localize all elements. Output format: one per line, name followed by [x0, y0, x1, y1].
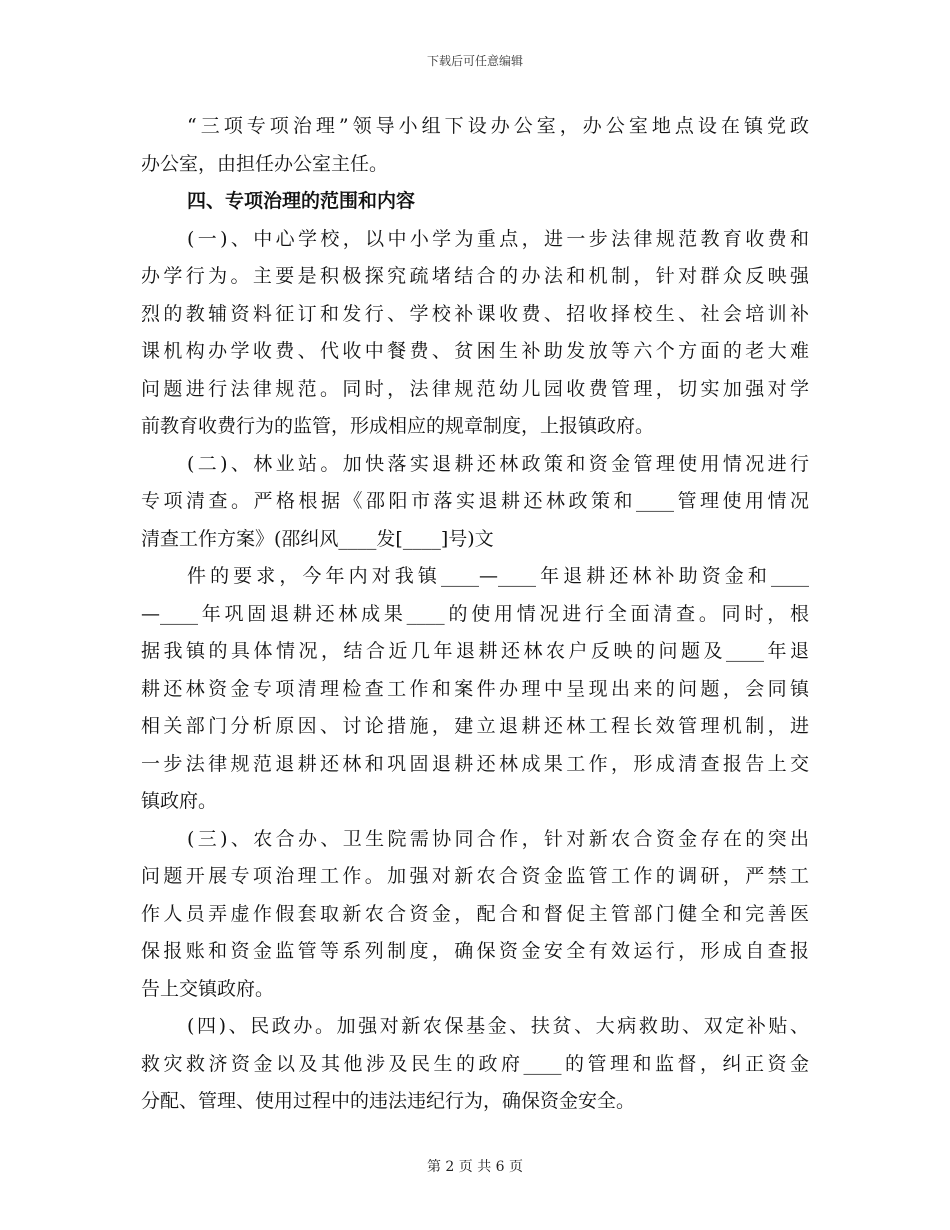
- text-line: —____年巩固退耕还林成果____的使用情况进行全面清查。同时，根: [141, 602, 809, 625]
- text-line: 办学行为。主要是积极探究疏堵结合的办法和机制，针对群众反映强: [141, 265, 809, 287]
- text-line: (二)、林业站。加快落实退耕还林政策和资金管理使用情况进行: [187, 452, 809, 475]
- text-line: 清查工作方案》(邵纠风____发[____]号)文: [141, 527, 494, 550]
- text-line: (四)、民政办。加强对新农保基金、扶贫、大病救助、双定补贴、: [187, 1015, 809, 1037]
- page-number-footer: 第 2 页 共 6 页: [426, 1159, 524, 1175]
- text-line: 件的要求，今年内对我镇____—____年退耕还林补助资金和____: [187, 565, 809, 587]
- text-line: 前教育收费行为的监管，形成相应的规章制度，上报镇政府。: [141, 415, 655, 437]
- text-line: 保报账和资金监管等系列制度，确保资金安全有效运行，形成自查报: [141, 940, 809, 962]
- text-line: 救灾救济资金以及其他涉及民生的政府____的管理和监督，纠正资金: [141, 1052, 809, 1075]
- text-line: 相关部门分析原因、讨论措施，建立退耕还林工程长效管理机制，进: [141, 715, 809, 737]
- document-body: [141, 108, 809, 1121]
- text-line: 办公室，由担任办公室主任。: [141, 152, 389, 175]
- page-header-note: 下载后可任意编辑: [426, 54, 523, 68]
- text-line: 分配、管理、使用过程中的违法违纪行为，确保资金安全。: [141, 1090, 636, 1112]
- text-line: 问题开展专项治理工作。加强对新农合资金监管工作的调研，严禁工: [141, 865, 809, 887]
- text-line: 烈的教辅资料征订和发行、学校补课收费、招收择校生、社会培训补: [141, 302, 809, 325]
- text-line: (一)、中心学校，以中小学为重点，进一步法律规范教育收费和: [187, 227, 809, 250]
- text-line: 一步法律规范退耕还林和巩固退耕还林成果工作，形成清查报告上交: [141, 752, 809, 775]
- text-line: “三项专项治理”领导小组下设办公室，办公室地点设在镇党政: [187, 115, 809, 137]
- text-line: 问题进行法律规范。同时，法律规范幼儿园收费管理，切实加强对学: [141, 377, 809, 400]
- text-line: 镇政府。: [141, 790, 218, 812]
- text-line: 耕还林资金专项清理检查工作和案件办理中呈现出来的问题，会同镇: [141, 677, 809, 700]
- text-line: 作人员弄虚作假套取新农合资金，配合和督促主管部门健全和完善医: [141, 902, 809, 925]
- text-line: 据我镇的具体情况，结合近几年退耕还林农户反映的问题及____年退: [141, 640, 809, 662]
- text-line: (三)、农合办、卫生院需协同合作，针对新农合资金存在的突出: [187, 827, 809, 850]
- text-line: 课机构办学收费、代收中餐费、贫困生补助发放等六个方面的老大难: [141, 340, 809, 362]
- section-heading: 四、专项治理的范围和内容: [187, 190, 416, 212]
- text-line: 告上交镇政府。: [141, 977, 275, 1000]
- text-line: 专项清查。严格根据《邵阳市落实退耕还林政策和____管理使用情况: [141, 490, 809, 512]
